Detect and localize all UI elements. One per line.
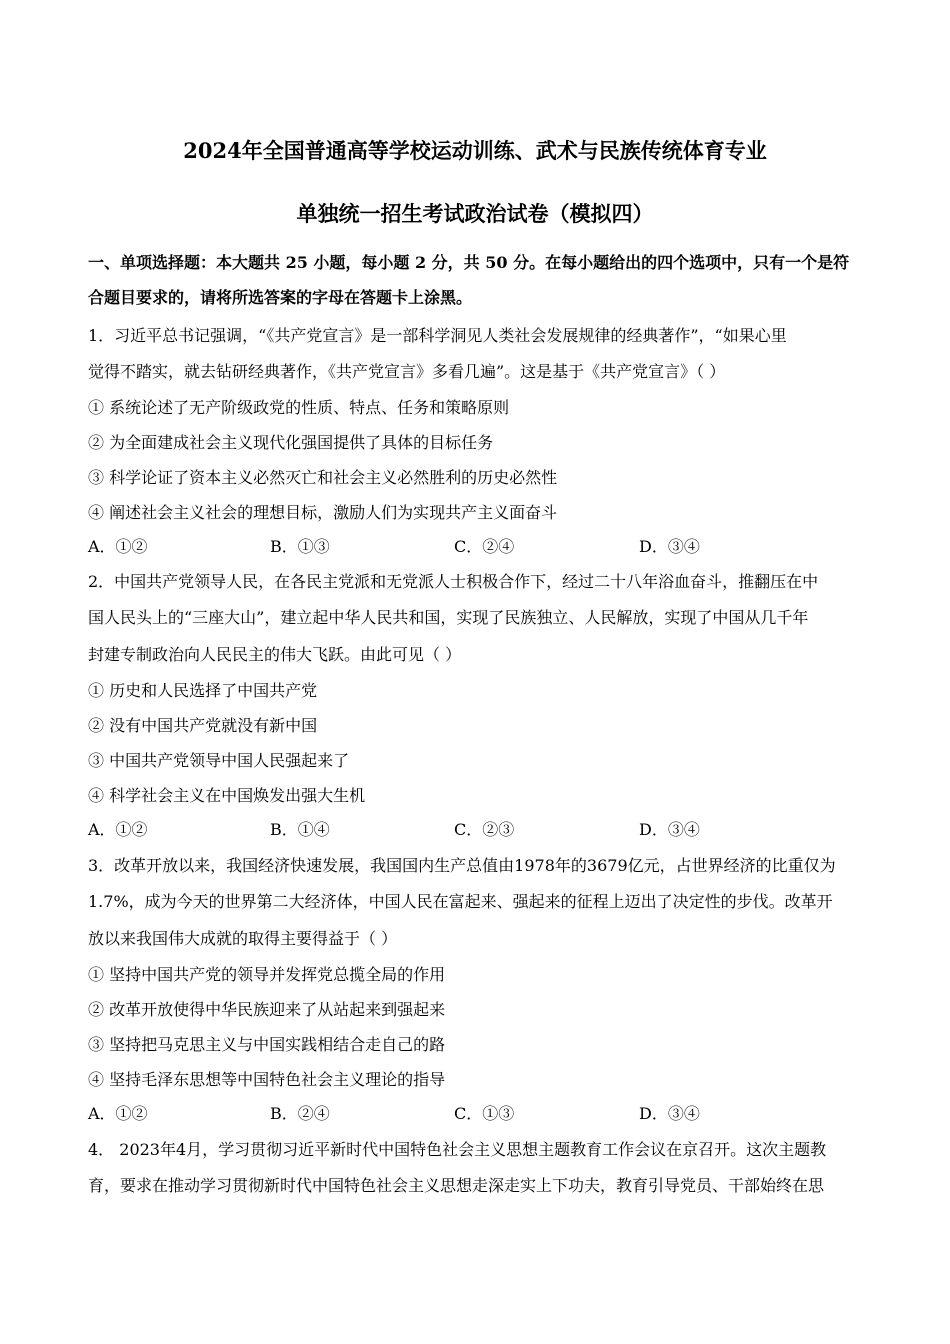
q1-item-3: ③ 科学论证了资本主义必然灭亡和社会主义必然胜利的历史必然性 [88,468,558,487]
q1-option-d[interactable]: D．③④ [639,537,700,556]
q2-item-1: ① 历史和人民选择了中国共产党 [88,681,318,700]
q3-option-d[interactable]: D．③④ [639,1104,700,1123]
q3-stem-line1: 3．改革开放以来，我国经济快速发展，我国国内生产总值由1978年的3679亿元，占世界经济的比重仅为 [88,856,836,875]
q3-item-3: ③ 坚持把马克思主义与中国实践相结合走自己的路 [88,1035,446,1054]
section-instructions-line2: 合题目要求的，请将所选答案的字母在答题卡上涂黑。 [88,288,473,307]
q2-item-3: ③ 中国共产党领导中国人民强起来了 [88,751,350,770]
q2-option-d[interactable]: D．③④ [639,820,700,839]
q1-item-1: ① 系统论述了无产阶级政党的性质、特点、任务和策略原则 [88,398,510,417]
q3-option-a[interactable]: A．①② [88,1104,148,1123]
q3-item-2: ② 改革开放使得中华民族迎来了从站起来到强起来 [88,1000,446,1019]
exam-title-line2: 单独统一招生考试政治试卷（模拟四） [296,201,654,226]
section-instructions-line1: 一、单项选择题：本大题共 25 小题，每小题 2 分，共 50 分。在每小题给出的四个选项中，只有一个是符 [88,253,850,272]
q1-item-4: ④ 阐述社会主义社会的理想目标，激励人们为实现共产主义面奋斗 [88,503,558,522]
q3-option-b[interactable]: B．②④ [270,1104,330,1123]
q2-option-a[interactable]: A．①② [88,820,148,839]
q2-stem-line3: 封建专制政治向人民民主的伟大飞跃。由此可见（ ） [88,645,462,664]
q2-stem-line2: 国人民头上的“三座大山”，建立起中华人民共和国，实现了民族独立、人民解放，实现了中国从几千年 [88,608,809,627]
exam-title-line1: 2024年全国普通高等学校运动训练、武术与民族传统体育专业 [183,138,767,163]
q2-stem-line1: 2．中国共产党领导人民，在各民主党派和无党派人士积极合作下，经过二十八年浴血奋斗，推翻压在中 [88,572,819,591]
q2-item-2: ② 没有中国共产党就没有新中国 [88,716,318,735]
q3-stem-line2: 1.7%，成为今天的世界第二大经济体，中国人民在富起来、强起来的征程上迈出了决定性的步伐。改革开 [88,892,833,911]
q3-option-c[interactable]: C．①③ [454,1104,515,1123]
q4-stem-line2: 育，要求在推动学习贯彻新时代中国特色社会主义思想走深走实上下功夫，教育引导党员、干部始终在思 [88,1176,825,1195]
q3-stem-line3: 放以来我国伟大成就的取得主要得益于（ ） [88,929,398,948]
q2-item-4: ④ 科学社会主义在中国焕发出强大生机 [88,786,366,805]
q2-option-c[interactable]: C．②③ [454,820,515,839]
q1-stem-line2: 觉得不踏实，就去钻研经典著作，《共产党宣言》多看几遍”。这是基于《共产党宣言》（ ） [88,362,726,381]
q3-item-1: ① 坚持中国共产党的领导并发挥党总揽全局的作用 [88,965,446,984]
q1-option-b[interactable]: B．①③ [270,537,330,556]
q3-item-4: ④ 坚持毛泽东思想等中国特色社会主义理论的指导 [88,1070,446,1089]
q1-option-c[interactable]: C．②④ [454,537,515,556]
q4-stem-line1: 4． 2023年4月，学习贯彻习近平新时代中国特色社会主义思想主题教育工作会议在京召开。这次主题教 [88,1140,827,1159]
q1-option-a[interactable]: A．①② [88,537,148,556]
q1-stem-line1: 1．习近平总书记强调，“《共产党宣言》是一部科学洞见人类社会发展规律的经典著作”，“如果心里 [88,326,787,345]
q2-option-b[interactable]: B．①④ [270,820,330,839]
q1-item-2: ② 为全面建成社会主义现代化强国提供了具体的目标任务 [88,433,494,452]
